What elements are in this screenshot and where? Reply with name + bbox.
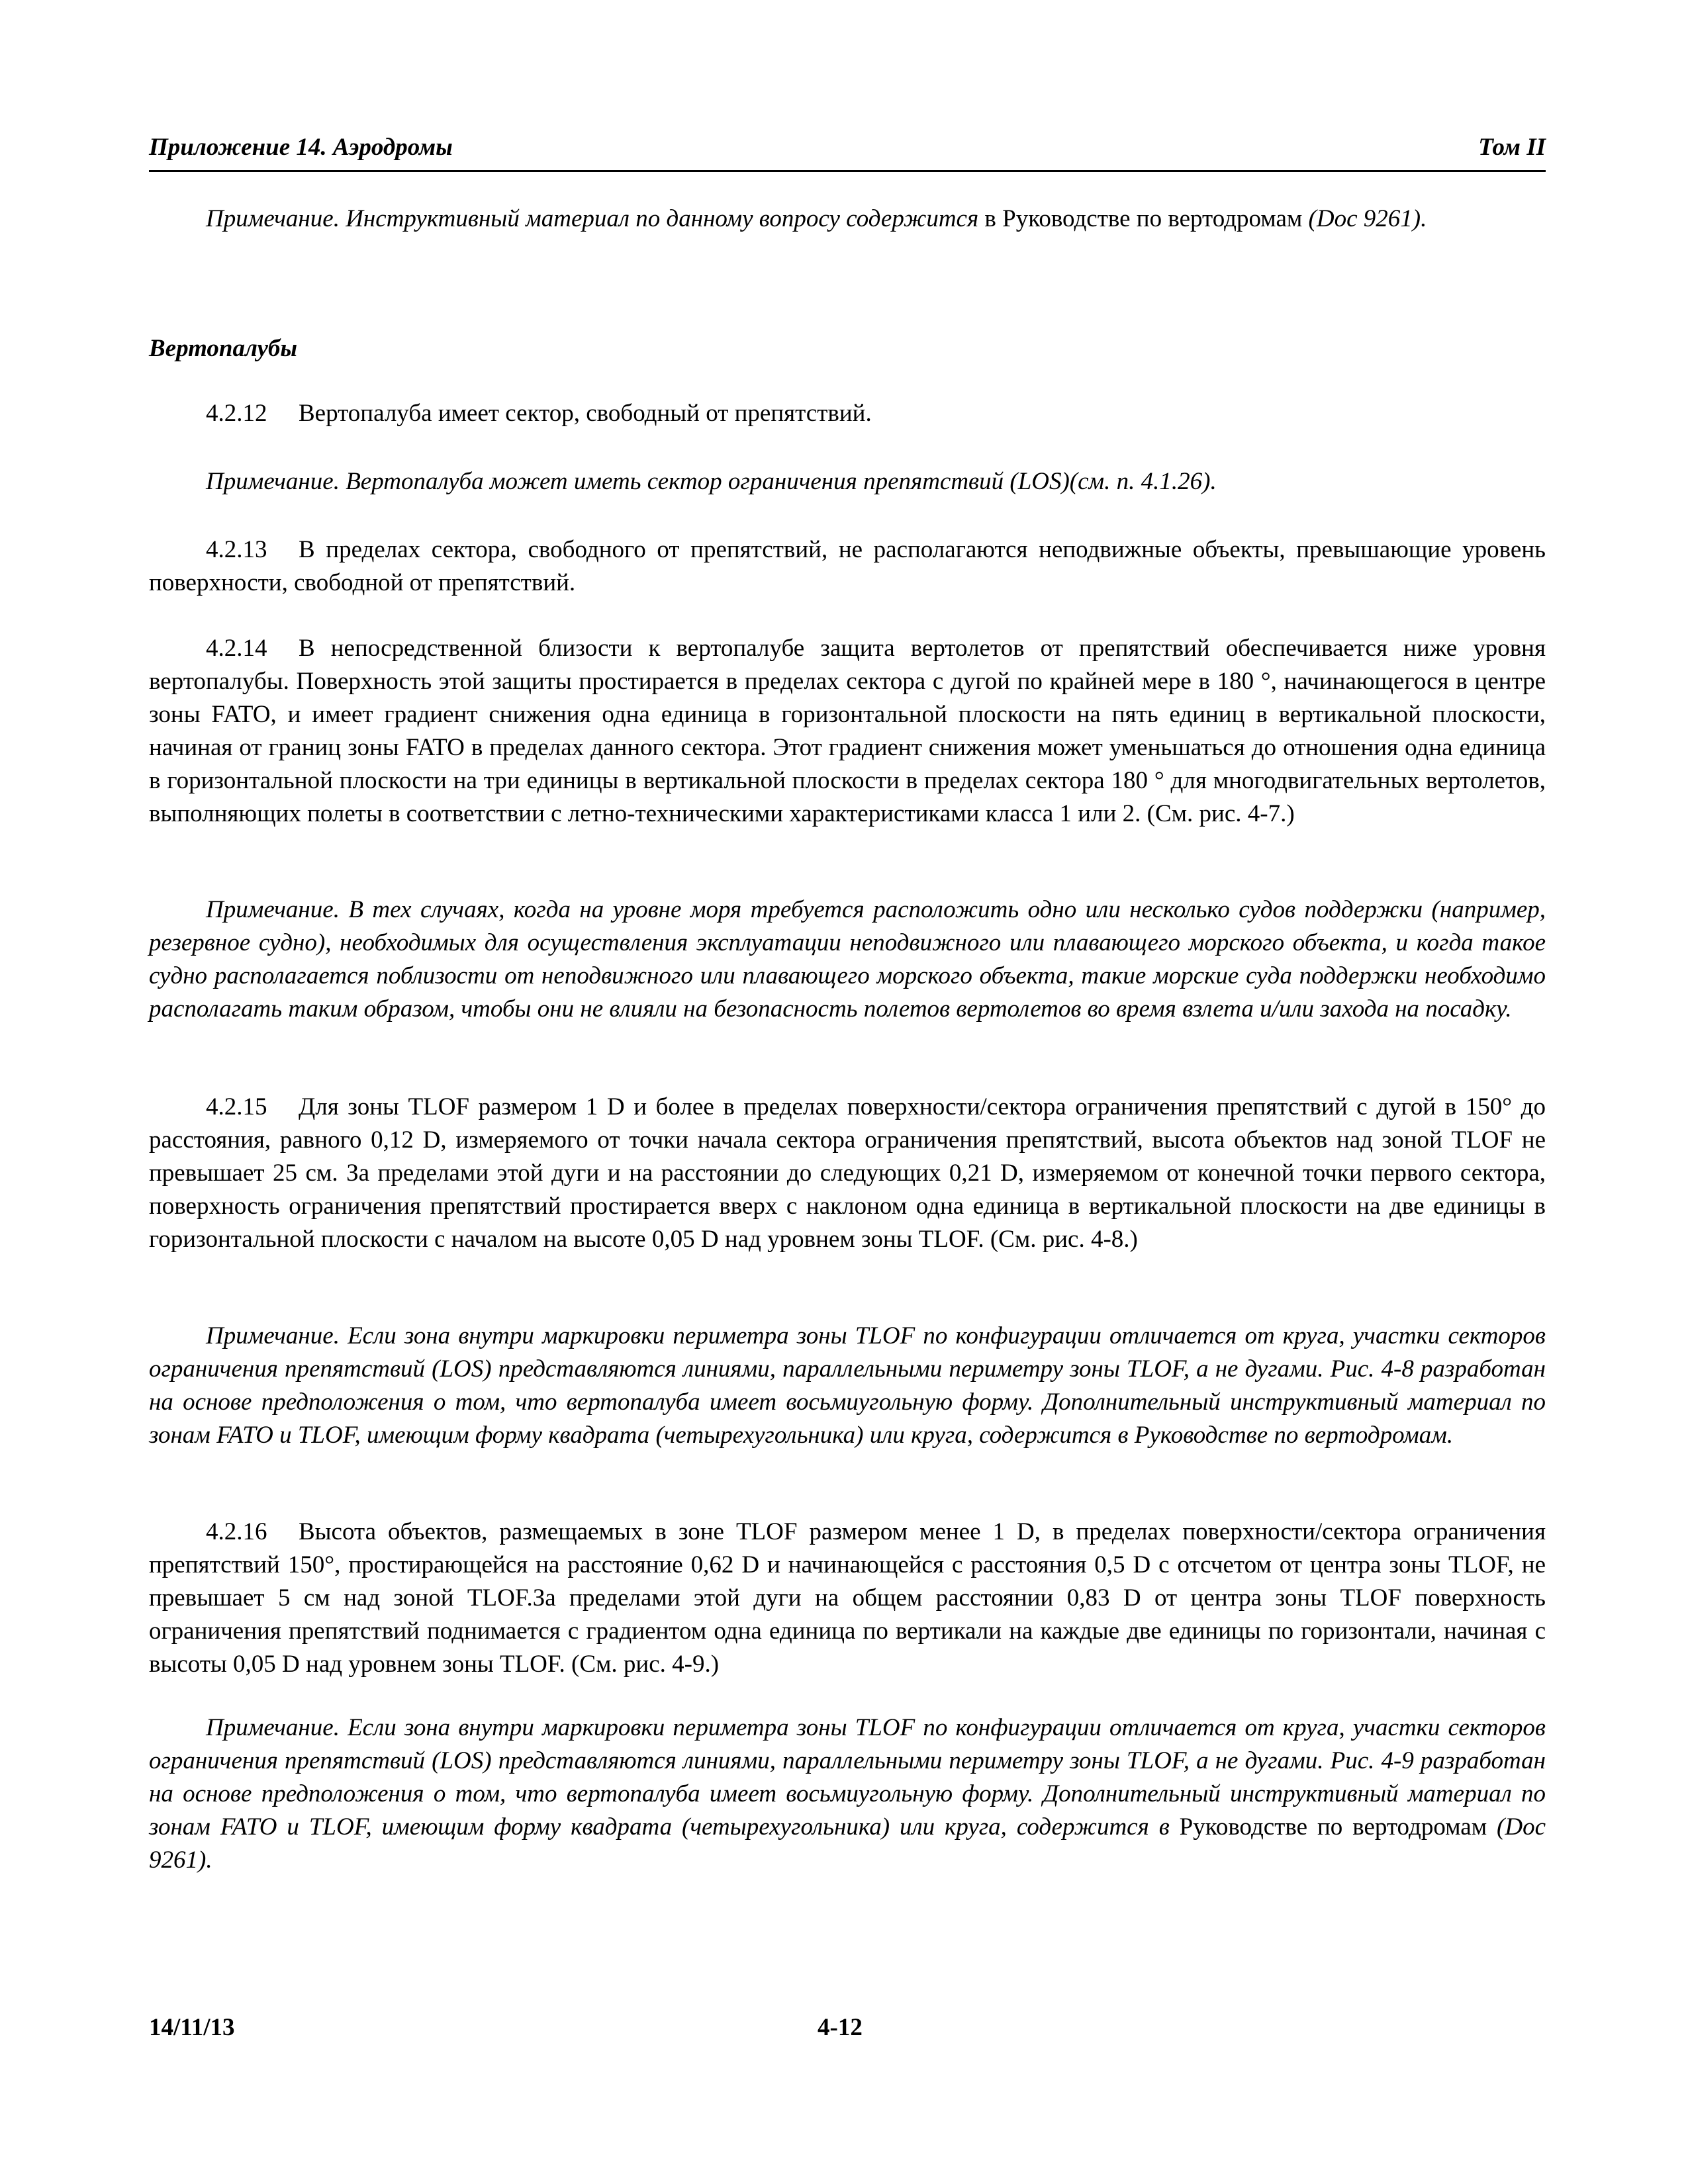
- header-volume: Том II: [1478, 134, 1546, 161]
- note-tlof-figure-4-8: Примечание. Если зона внутри маркировки периметра зоны TLOF по конфигурации отличается от круга, участки секторов ограничения препятствий (LOS) представляются линиями, параллельными периметру зоны TLOF, а не дугами. Рис. 4-8 разработан на основе предположения о том, что вертопалуба имеет восьмиугольную форму. Дополнительный инструктивный материал по зонам FATO и TLOF, имеющим форму квадрата (четырехугольника) или круга, содержится в Руководстве по вертодромам.: [149, 1322, 1546, 1449]
- section-title: Вертопалубы: [149, 335, 298, 362]
- note-doc-reference: [149, 203, 1546, 236]
- note-tlof-figure-4-9: [149, 1711, 1546, 1877]
- paragraph-number: 4.2.13: [206, 536, 267, 563]
- paragraph-text: В пределах сектора, свободного от препятствий, не располагаются неподвижные объекты, превышающие уровень поверхности, свободной от препятствий.: [149, 536, 1546, 596]
- paragraph-number: 4.2.14: [206, 635, 267, 662]
- paragraph-4-2-15: [149, 1091, 1546, 1256]
- paragraph-4-2-12: [149, 397, 1546, 430]
- note-los: Примечание. Вертопалуба может иметь сектор ограничения препятствий (LOS)(см. п. 4.1.26).: [206, 468, 1217, 495]
- header-title: Приложение 14. Аэродромы: [149, 134, 453, 161]
- footer-page-number: 4-12: [818, 2014, 863, 2041]
- running-header: [149, 128, 1546, 172]
- paragraph-number: 4.2.16: [206, 1518, 267, 1545]
- paragraph-4-2-14: [149, 632, 1546, 831]
- paragraph-4-2-13: [149, 533, 1546, 600]
- note-doc-number: (Doc 9261).: [149, 1813, 1546, 1874]
- document-page: [149, 0, 1546, 2184]
- note-text: Примечание. Инструктивный материал по данному вопросу содержится: [206, 205, 985, 232]
- paragraph-number: 4.2.12: [206, 400, 267, 427]
- note-support-vessels: Примечание. В тех случаях, когда на уровне моря требуется расположить одно или несколько судов поддержки (например, резервное судно), необходимых для осуществления эксплуатации неподвижного или плавающего морского объекта, и когда такое судно располагается поблизости от неподвижного или плавающего морского объекта, такие морские суда поддержки необходимо располагать таким образом, чтобы они не влияли на безопасность полетов вертолетов во время взлета и/или захода на посадку.: [149, 896, 1546, 1023]
- paragraph-4-2-16: [149, 1516, 1546, 1681]
- paragraph-text: Высота объектов, размещаемых в зоне TLOF размером менее 1 D, в пределах поверхности/сектора ограничения препятствий 150°, простирающейся на расстояние 0,62 D и начинающейся с расстояния 0,5 D с отсчетом от центра зоны TLOF, не превышает 5 см над зоной TLOF.За пределами этой дуги на общем расстоянии 0,83 D от центра зоны TLOF поверхность ограничения препятствий поднимается с градиентом одна единица по вертикали на каждые две единицы по горизонтали, начиная с высоты 0,05 D над уровнем зоны TLOF. (См. рис. 4-9.): [149, 1518, 1546, 1678]
- note-doc-number: (Doc 9261).: [1302, 205, 1427, 232]
- paragraph-text: Для зоны TLOF размером 1 D и более в пределах поверхности/сектора ограничения препятствий с дугой в 150° до расстояния, равного 0,12 D, измеряемого от точки начала сектора ограничения препятствий, высота объектов над зоной TLOF не превышает 25 см. За пределами этой дуги и на расстоянии до следующих 0,21 D, измеряемом от конечной точки первого сектора, поверхность ограничения препятствий простирается вверх с наклоном одна единица в вертикальной плоскости на две единицы в горизонтальной плоскости с началом на высоте 0,05 D над уровнем зоны TLOF. (См. рис. 4-8.): [149, 1093, 1546, 1253]
- footer-date: 14/11/13: [149, 2014, 235, 2041]
- note-text: Примечание. Если зона внутри маркировки периметра зоны TLOF по конфигурации отличается от круга, участки секторов ограничения препятствий (LOS) представляются линиями, параллельными периметру зоны TLOF, а не дугами. Рис. 4-9 разработан на основе предположения о том, что вертопалуба имеет восьмиугольную форму. Дополнительный инструктивный материал по зонам FATO и TLOF, имеющим форму квадрата (четырехугольника) или круга, содержится в: [149, 1714, 1546, 1841]
- paragraph-text: В непосредственной близости к вертопалубе защита вертолетов от препятствий обеспечивается ниже уровня вертопалубы. Поверхность этой защиты простирается в пределах сектора с дугой по крайней мере в 180 °, начинающегося в центре зоны FATO, и имеет градиент снижения одна единица в горизонтальной плоскости на пять единиц в вертикальной плоскости, начиная от границ зоны FATO в пределах данного сектора. Этот градиент снижения может уменьшаться до отношения одна единица в горизонтальной плоскости на три единицы в вертикальной плоскости в пределах сектора 180 ° для многодвигательных вертолетов, выполняющих полеты в соответствии с летно-техническими характеристиками класса 1 или 2. (См. рис. 4-7.): [149, 635, 1546, 827]
- paragraph-number: 4.2.15: [206, 1093, 267, 1120]
- paragraph-text: Вертопалуба имеет сектор, свободный от препятствий.: [299, 400, 872, 427]
- note-manual-link: в Руководстве по вертодромам: [984, 205, 1303, 232]
- note-manual-link: Руководстве по вертодромам: [1179, 1813, 1487, 1841]
